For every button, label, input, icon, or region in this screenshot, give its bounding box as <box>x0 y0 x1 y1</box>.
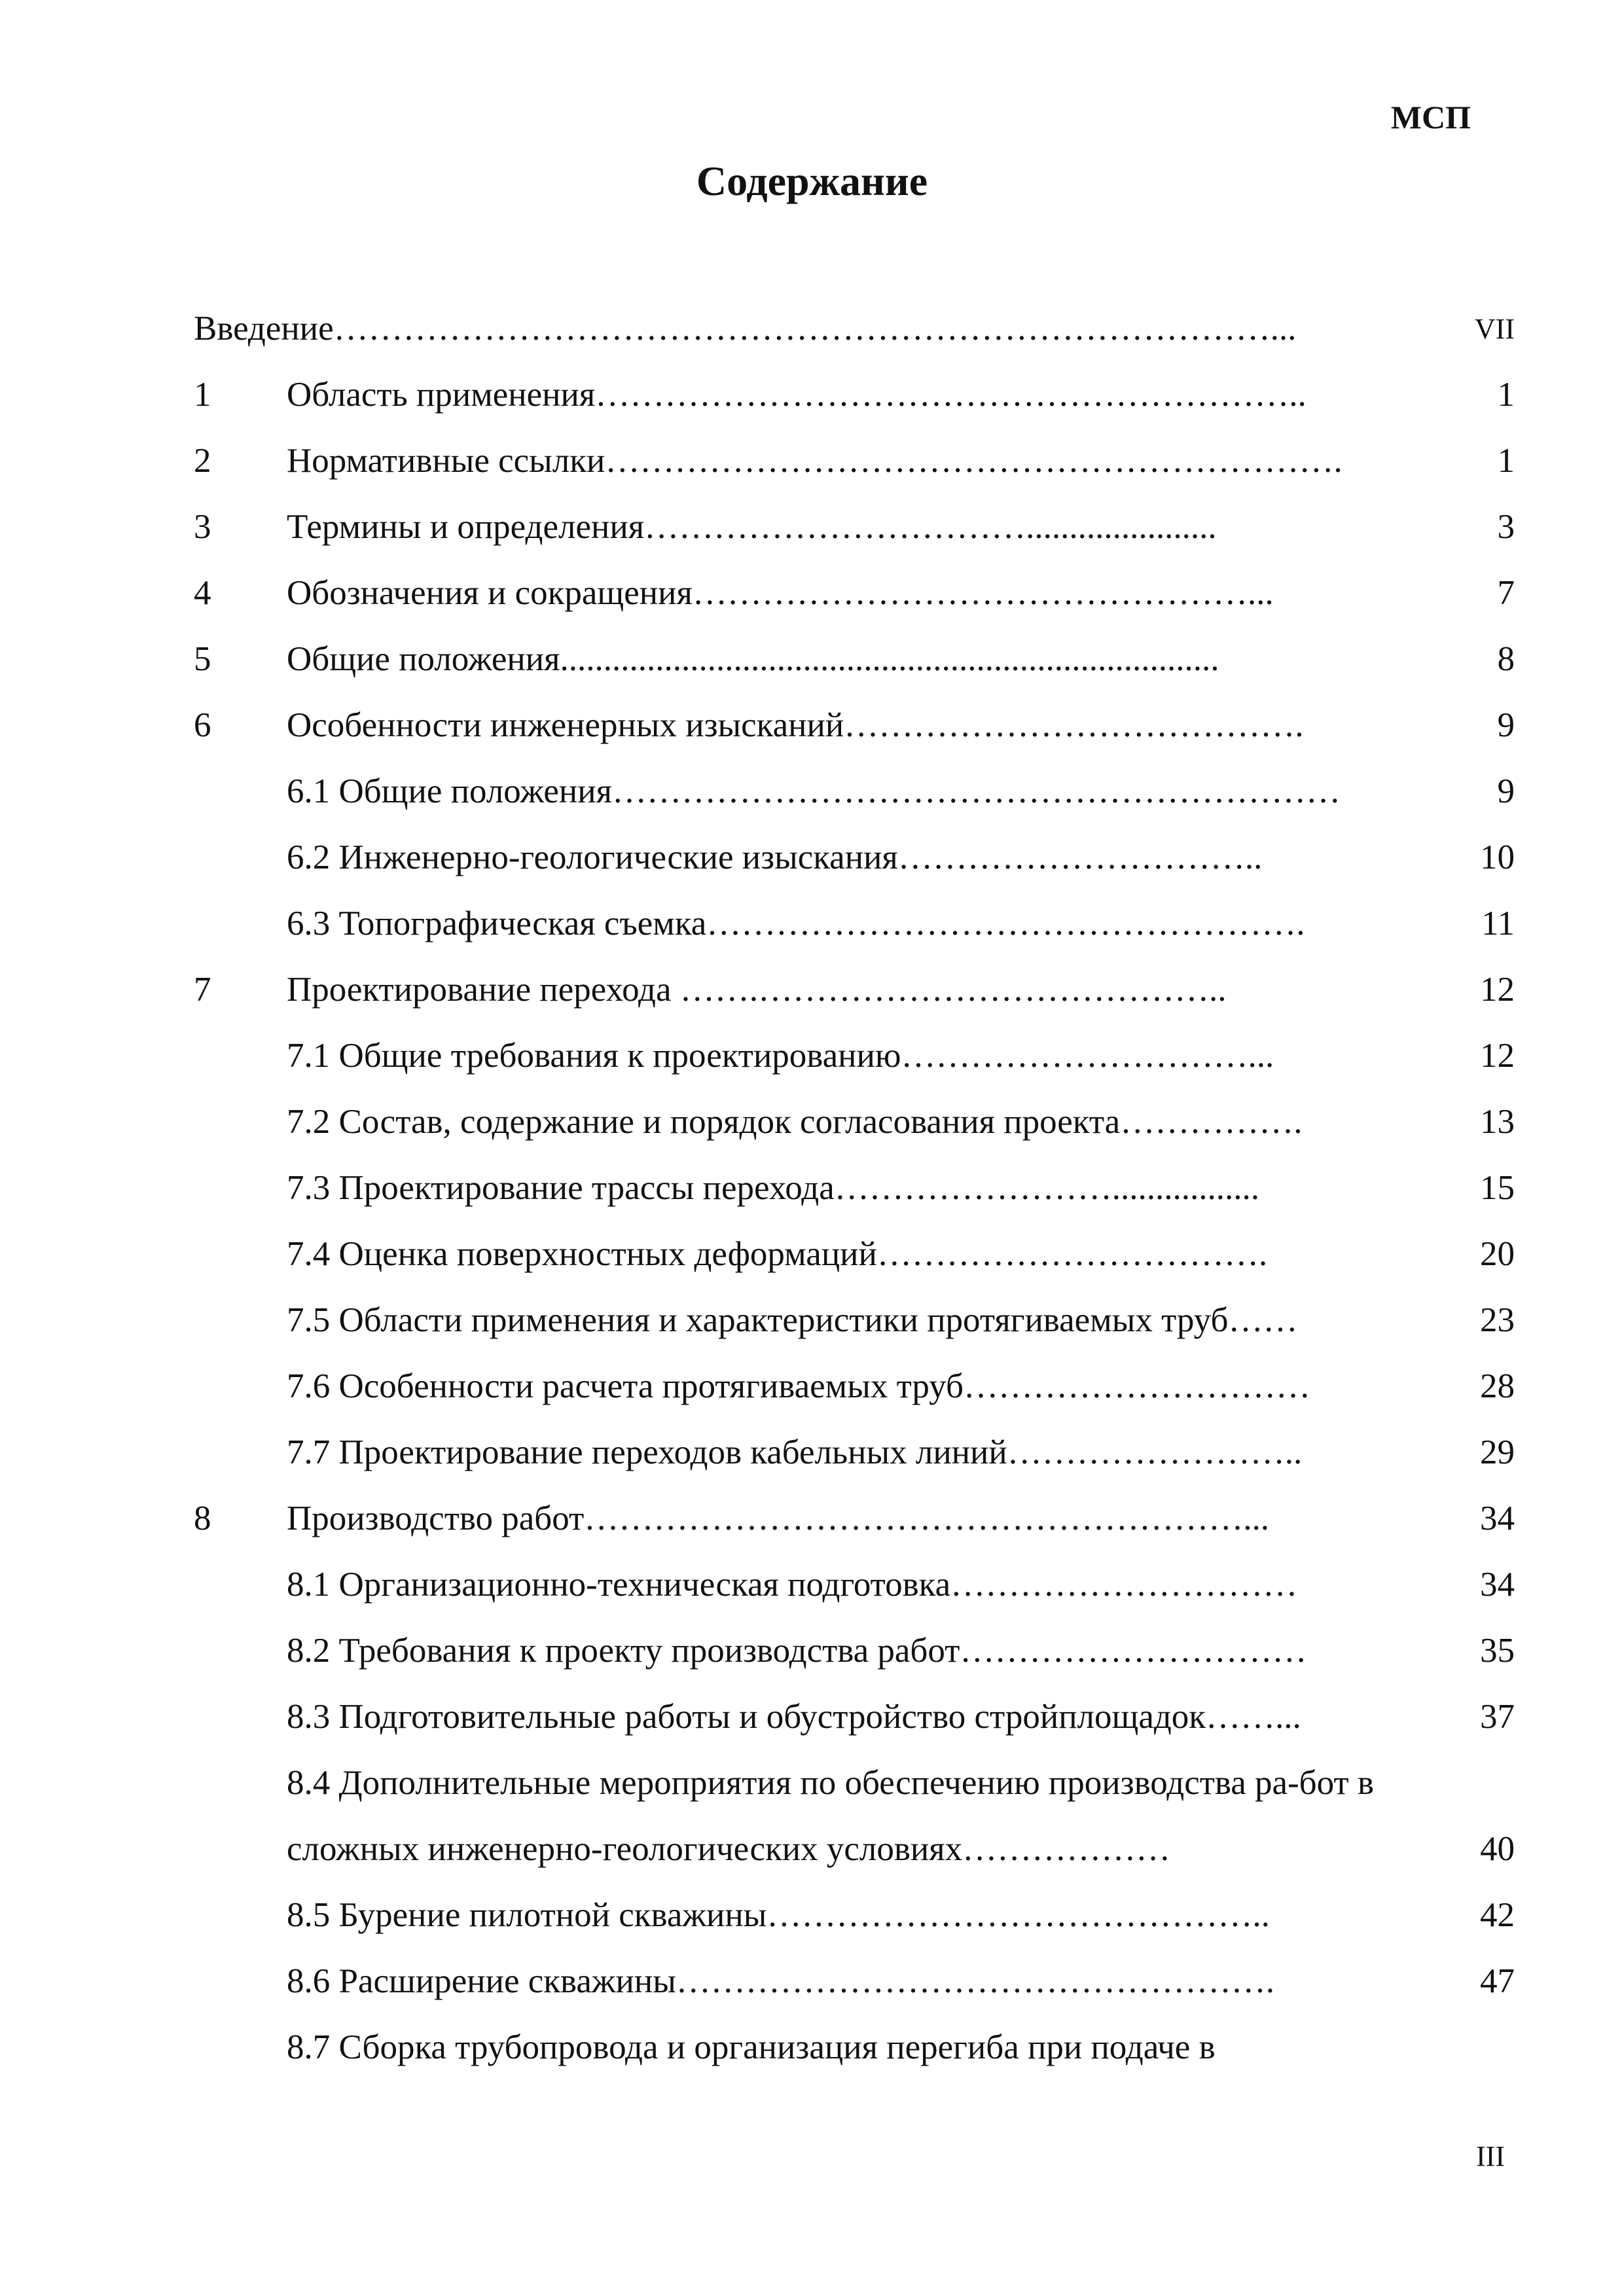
toc-entry-1[interactable] <box>194 362 1515 428</box>
toc-entry-text: 7.2 Состав, содержание и порядок согласования проекта……………. <box>287 1103 1303 1141</box>
toc-entry-page: 23 <box>1480 1301 1515 1339</box>
toc-entry-4[interactable] <box>194 560 1515 626</box>
toc-entry-6[interactable] <box>194 692 1515 759</box>
toc-entry-page: 28 <box>1480 1367 1515 1405</box>
toc-entry-7[interactable] <box>194 957 1515 1023</box>
toc-entry-text: 7.5 Области применения и характеристики протягиваемых труб…… <box>287 1301 1298 1339</box>
toc-entry-text: Общие положения............................................................................ <box>287 640 1219 678</box>
toc-entry-text: Область применения…………………………………………………….. <box>287 376 1307 414</box>
toc-entry-8[interactable] <box>194 1486 1515 1552</box>
toc-entry-text: Введение………………………………………………………………………... <box>194 310 1297 348</box>
toc-entry-number: 6 <box>194 706 211 744</box>
toc-entry-number: 5 <box>194 640 211 678</box>
toc-entry-7-1[interactable] <box>194 1023 1515 1089</box>
toc-entry-page: 15 <box>1480 1169 1515 1207</box>
toc-entry-page: 34 <box>1480 1499 1515 1537</box>
toc-entry-7-5[interactable] <box>194 1287 1515 1354</box>
toc-entry-text: Термины и определения……………………………...................... <box>287 508 1217 546</box>
toc-entry-text: 6.2 Инженерно-геологические изыскания………………………….. <box>287 838 1263 876</box>
toc-entry-text: 7.4 Оценка поверхностных деформаций……………………………. <box>287 1235 1268 1273</box>
toc-entry-page: 9 <box>1497 772 1515 810</box>
toc-entry-page: 29 <box>1480 1433 1515 1471</box>
toc-entry-text: 6.3 Топографическая съемка……………………………………………. <box>287 905 1305 942</box>
toc-entry-number: 4 <box>194 574 211 612</box>
toc-entry-text: 7.3 Проектирование трассы перехода……………………................. <box>287 1169 1260 1207</box>
toc-entry-page: 20 <box>1480 1235 1515 1273</box>
toc-entry-text: Нормативные ссылки………………………………………………………. <box>287 442 1343 480</box>
toc-entry-page: 8 <box>1497 640 1515 678</box>
toc-entry-page: 12 <box>1480 1037 1515 1075</box>
toc-entry-7-7[interactable] <box>194 1420 1515 1486</box>
toc-entry-number: 8 <box>194 1499 211 1537</box>
toc-entry-text: 7.1 Общие требования к проектированию…………………………... <box>287 1037 1274 1075</box>
toc-entry-8-7[interactable] <box>194 2015 1515 2081</box>
toc-entry-text: 8.7 Сборка трубопровода и организация перегиба при подаче в <box>287 2028 1216 2066</box>
toc-entry-7-3[interactable] <box>194 1155 1515 1221</box>
toc-entry-text: 8.4 Дополнительные мероприятия по обеспечению производства ра-бот в сложных инженерно-геологических условиях……………… <box>287 1764 1374 1868</box>
toc-entry-page: 3 <box>1497 508 1515 546</box>
toc-entry-text: 7.7 Проектирование переходов кабельных линий…………………….. <box>287 1433 1303 1471</box>
toc-entry-text: 8.3 Подготовительные работы и обустройство стройплощадок……... <box>287 1698 1301 1736</box>
toc-entry-8-5[interactable] <box>194 1882 1515 1948</box>
toc-entry-page: 9 <box>1497 706 1515 744</box>
toc-entry-page: 13 <box>1480 1103 1515 1141</box>
toc-entry-8-3[interactable] <box>194 1684 1515 1750</box>
toc-entry-page: 37 <box>1480 1698 1515 1736</box>
toc-entry-7-4[interactable] <box>194 1221 1515 1287</box>
toc-entry-text: Проектирование перехода …….………………………………….. <box>287 971 1227 1009</box>
toc-entry-page: 40 <box>1480 1830 1515 1868</box>
toc-entry-8-2[interactable] <box>194 1618 1515 1684</box>
toc-entry-page: 12 <box>1480 971 1515 1009</box>
toc-entry-page: 7 <box>1497 574 1515 612</box>
toc-entry-text: 6.1 Общие положения……………………………………………………… <box>287 772 1341 810</box>
toc-entry-7-2[interactable] <box>194 1089 1515 1155</box>
toc-entry-3[interactable] <box>194 494 1515 560</box>
document-code: МСП <box>1390 99 1471 135</box>
toc-entry-text: Особенности инженерных изысканий…………………………………. <box>287 706 1304 744</box>
toc-entry-7-6[interactable] <box>194 1354 1515 1420</box>
toc-entry-2[interactable] <box>194 428 1515 494</box>
toc-entry-6-1[interactable] <box>194 759 1515 825</box>
page-title: Содержание <box>696 158 928 204</box>
toc-entry-number: 1 <box>194 376 211 414</box>
toc-entry-6-2[interactable] <box>194 825 1515 891</box>
toc-entry-page: 35 <box>1480 1632 1515 1670</box>
toc-entry-page: 1 <box>1497 442 1515 480</box>
toc-entry-number: 7 <box>194 971 211 1009</box>
toc-entry-8-1[interactable] <box>194 1552 1515 1618</box>
toc-entry-text: 8.1 Организационно-техническая подготовка………………………… <box>287 1566 1298 1604</box>
toc-entry-text: Обозначения и сокращения…………………………………………... <box>287 574 1274 612</box>
toc-entry-5[interactable] <box>194 626 1515 692</box>
toc-entry-text: 8.6 Расширение скважины……………………………………………. <box>287 1962 1275 2000</box>
toc-entry-text: Производство работ…………………………………………………... <box>287 1499 1269 1537</box>
toc-entry-page: 34 <box>1480 1566 1515 1604</box>
toc-entry-text: 7.6 Особенности расчета протягиваемых труб………………………… <box>287 1367 1310 1405</box>
toc-entry-number: 3 <box>194 508 211 546</box>
toc-entry-page: 1 <box>1497 376 1515 414</box>
toc-entry-number: 2 <box>194 442 211 480</box>
toc-entry-page: 10 <box>1480 838 1515 876</box>
toc-entry-page: VII <box>1474 313 1515 345</box>
toc-entry-introduction[interactable] <box>194 296 1515 362</box>
toc-entry-8-6[interactable] <box>194 1948 1515 2015</box>
toc-entry-text: 8.5 Бурение пилотной скважины…………………………………….. <box>287 1896 1270 1934</box>
toc-entry-text: 8.2 Требования к проекту производства работ………………………… <box>287 1632 1307 1670</box>
toc-entry-page: 42 <box>1480 1896 1515 1934</box>
toc-entry-8-4[interactable] <box>194 1750 1515 1882</box>
toc-entry-6-3[interactable] <box>194 891 1515 957</box>
toc-entry-page: 47 <box>1480 1962 1515 2000</box>
table-of-contents <box>194 296 1515 2081</box>
page-number: III <box>1476 2140 1505 2172</box>
toc-entry-page: 11 <box>1481 905 1515 942</box>
